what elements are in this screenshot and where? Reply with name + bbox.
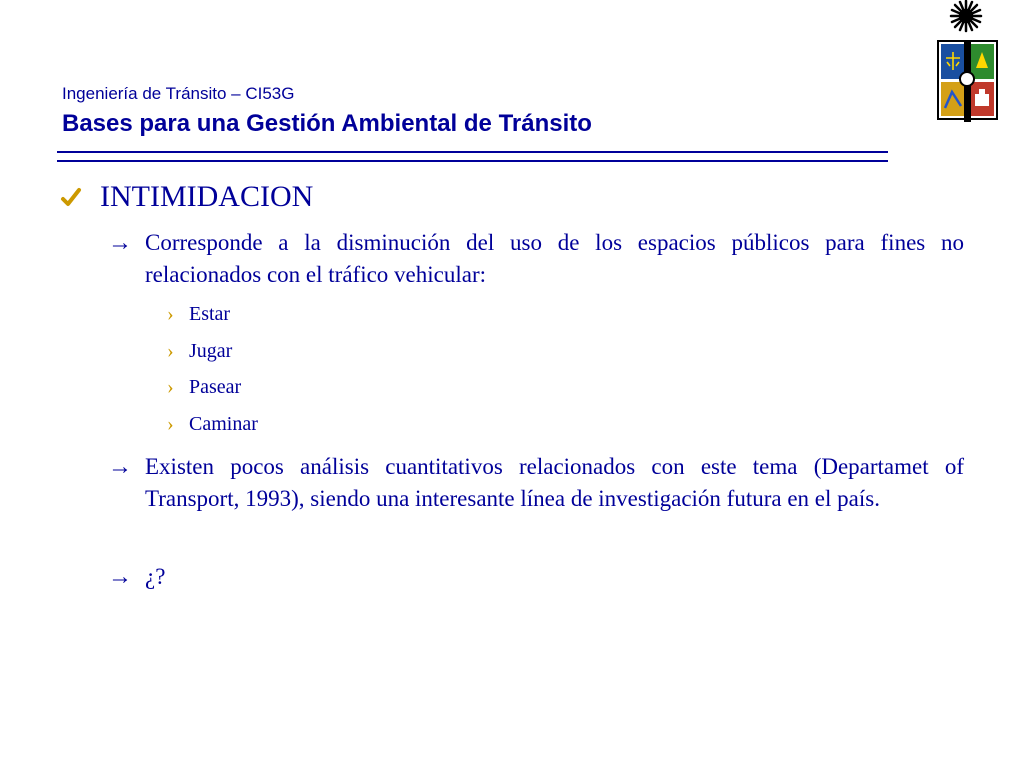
- chevron-right-icon: ›: [167, 340, 174, 362]
- sub-item-text: Pasear: [189, 376, 242, 398]
- header-rule-top: [57, 151, 888, 153]
- arrow-right-icon: →: [108, 230, 132, 256]
- sub-item-text: Estar: [189, 303, 231, 325]
- bullet-item: [108, 451, 964, 515]
- chevron-right-icon: ›: [167, 376, 174, 398]
- sub-item: [167, 376, 241, 399]
- course-subtitle: Ingeniería de Tránsito – CI53G: [62, 84, 295, 103]
- bullet-item: [108, 561, 964, 593]
- section-heading: [60, 180, 313, 214]
- check-icon: [60, 186, 82, 208]
- bullet-item: [108, 227, 964, 291]
- bullet-item-text: ¿?: [145, 564, 166, 589]
- sub-item: [167, 303, 230, 326]
- sub-item-text: Jugar: [189, 340, 233, 362]
- university-emblem-logo: [928, 0, 1000, 128]
- bullet-item-text: Existen pocos análisis cuantitativos relacionados con este tema (Departamet of Transport, 1993), siendo una interesante línea de investigación futura en el país.: [145, 454, 964, 511]
- sub-item: [167, 413, 258, 436]
- arrow-right-icon: →: [108, 564, 132, 590]
- header-rule-bottom: [57, 160, 888, 162]
- arrow-right-icon: →: [108, 454, 132, 480]
- bullet-item-text: Corresponde a la disminución del uso de los espacios públicos para fines no relacionados con el tráfico vehicular:: [145, 230, 964, 287]
- sub-item: [167, 340, 232, 363]
- sub-item-text: Caminar: [189, 413, 258, 435]
- chevron-right-icon: ›: [167, 303, 174, 325]
- section-heading-text: INTIMIDACION: [100, 180, 314, 213]
- slide-title: Bases para una Gestión Ambiental de Tránsito: [62, 110, 592, 137]
- chevron-right-icon: ›: [167, 413, 174, 435]
